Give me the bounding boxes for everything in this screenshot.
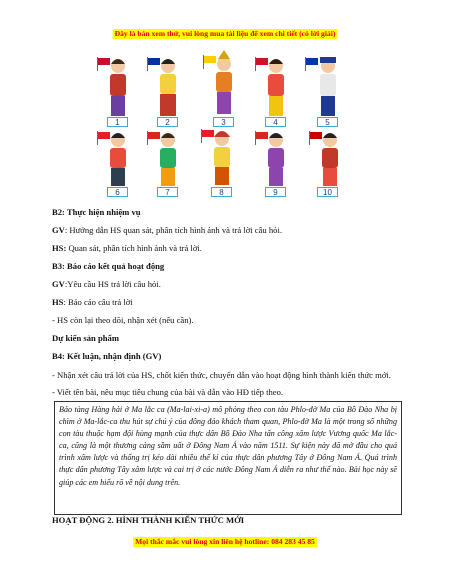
teacher-instruction: GV: Hướng dẫn HS quan sát, phân tích hình ảnh và trả lời câu hỏi. — [52, 225, 282, 235]
flag-icon — [202, 130, 214, 137]
figure-10 — [322, 133, 338, 186]
step-2-heading: B2: Thực hiện nhiệm vụ — [52, 207, 141, 217]
flag-icon — [148, 132, 160, 139]
figure-number-label: 4 — [265, 117, 286, 127]
flag-icon — [256, 58, 268, 65]
figure-8 — [214, 131, 230, 185]
figure-4 — [268, 59, 284, 116]
student-task: HS: Quan sát, phân tích hình ảnh và trả lời. — [52, 243, 202, 253]
figure-number-label: 2 — [157, 117, 178, 127]
figure-6 — [110, 133, 126, 186]
figure-number-label: 7 — [157, 187, 178, 197]
section-heading: HOẠT ĐỘNG 2. HÌNH THÀNH KIẾN THỨC MỚI — [52, 515, 245, 525]
conclusion-paragraph: - Nhận xét câu trả lời của HS, chốt kiến thức, chuyển dẫn vào hoạt động hình thành kiến thức mới. — [52, 370, 391, 380]
preview-notice-banner: Đây là bản xem thử, vui lòng mua tài liệu để xem chi tiết (có lời giải) — [114, 29, 336, 38]
flag-icon — [310, 132, 322, 139]
figure-number-label: 8 — [211, 187, 232, 197]
figure-number-label: 6 — [107, 187, 128, 197]
peer-feedback: - HS còn lại theo dõi, nhận xét (nếu cần). — [52, 315, 194, 325]
figure-number-label: 9 — [265, 187, 286, 197]
figure-number-label: 5 — [317, 117, 338, 127]
figure-7 — [160, 133, 176, 186]
hotline-banner: Mọi thắc mắc vui lòng xin liên hệ hotline: 084 283 45 85 — [135, 537, 315, 546]
teacher-request: GV:Yêu cầu HS trả lời câu hỏi. — [52, 279, 161, 289]
student-report: HS: Báo cáo câu trả lời — [52, 297, 133, 307]
figure-number-label: 1 — [107, 117, 128, 127]
flag-icon — [148, 58, 160, 65]
flag-icon — [256, 132, 268, 139]
figure-2 — [160, 59, 176, 116]
intro-note-box: Bảo tàng Hàng hải ở Ma lắc ca (Ma-lai-xi-a) mô phỏng theo con tàu Phlo-đờ Ma của Bồ Đào Nha bị chìm ở Ma-lắc-ca thu hút sự chú ý của đông đảo khách tham quan, Phlo-đờ Ma là một trong số những con tàu thuộc hạm đội hùng mạnh của thực dân Bồ Đào Nha tấn công xâm lược Vương quốc Ma lắc-ca, cũng là một thương cảng sầm uất ở Đông Nam Á vào năm 1511. Sự kiện này đã mở đầu cho quá trình xâm lược và thống trị kéo dài nhiều thế kỉ của thực dân phương Tây ở Đông Nam Á. Quá trình thực dân phương Tây xâm lược và cai trị ở các nước Đông Nam Á diễn ra như thế nào. Bài học này sẽ giúp các em hiểu rõ về nội dung trên. — [54, 401, 402, 515]
southeast-asia-costumes-illustration — [90, 44, 370, 200]
step-4-heading: B4: Kết luận, nhận định (GV) — [52, 351, 162, 361]
expected-product-heading: Dự kiến sản phẩm — [52, 333, 120, 343]
flag-icon — [204, 56, 216, 63]
flag-icon — [98, 58, 110, 65]
figure-number-label: 3 — [213, 117, 234, 127]
figure-9 — [268, 133, 284, 186]
next-activity-paragraph: - Viết tên bài, nêu mục tiêu chung của bài và dẫn vào HĐ tiếp theo. — [52, 387, 284, 397]
figure-1 — [110, 59, 126, 116]
figure-5 — [320, 57, 336, 116]
flag-icon — [306, 58, 318, 65]
step-3-heading: B3: Báo cáo kết quả hoạt động — [52, 261, 165, 271]
flag-icon — [98, 132, 110, 139]
figure-3 — [216, 50, 232, 114]
figure-number-label: 10 — [317, 187, 338, 197]
